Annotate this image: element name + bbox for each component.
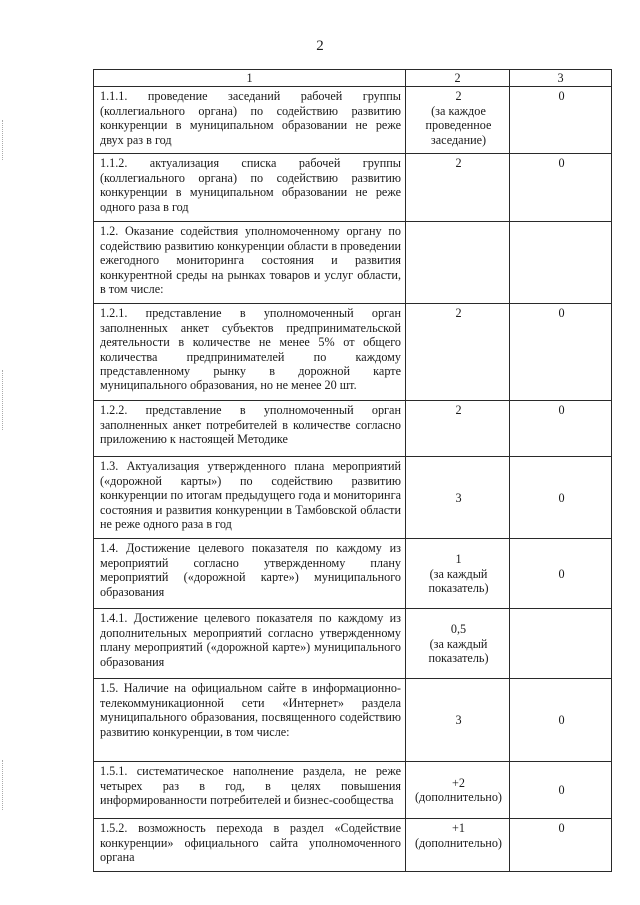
max-score-note: (дополнительно) <box>415 790 502 805</box>
table-row <box>94 457 612 539</box>
criterion-description: 1.2.1. представление в уполномоченный орган заполненных анкет субъектов предпринимательской деятельности в количестве не менее 5% от общего количества предпринимателей по каждому представленному рынку в дорожной карте муниципального образования, но не менее 20 шт. <box>94 304 406 401</box>
table-row <box>94 401 612 457</box>
max-score-value: 2 <box>455 89 462 104</box>
scan-margin-mark <box>2 370 6 430</box>
max-score-value: 2 <box>455 156 462 171</box>
actual-score-cell: 0 <box>510 819 612 872</box>
max-score-value: 3 <box>455 713 462 728</box>
max-score-cell <box>406 457 510 539</box>
actual-score-cell <box>510 609 612 679</box>
criterion-description: 1.1.1. проведение заседаний рабочей группы (коллегиального органа) по содействию развитию конкуренции в муниципальном образовании не реже двух раз в год <box>94 87 406 154</box>
table-row <box>94 679 612 762</box>
max-score-value: +1 <box>452 821 465 836</box>
criterion-description: 1.5.2. возможность перехода в раздел «Содействие конкуренции» официального сайта уполномоченного органа <box>94 819 406 872</box>
max-score-value: 3 <box>455 490 462 505</box>
max-score-value: +2 <box>452 776 465 790</box>
criterion-description: 1.5.1. систематическое наполнение раздела, не реже четырех раз в год, в целях повышения информированности потребителей и бизнес-сообщества <box>94 762 406 819</box>
max-score-cell <box>406 679 510 762</box>
max-score-note: (за каждое проведенное заседание) <box>425 103 492 147</box>
actual-score-cell: 0 <box>510 539 612 609</box>
table-row <box>94 609 612 679</box>
page-number: 2 <box>316 38 324 54</box>
max-score-value: 2 <box>455 403 462 418</box>
table-row <box>94 819 612 872</box>
criterion-description: 1.2. Оказание содействия уполномоченному органу по содействию развитию конкуренции области в проведении ежегодного мониторинга состояния и развития конкурентной среды на рынках товаров и услуг области, в том числе: <box>94 222 406 304</box>
actual-score-cell: 0 <box>510 401 612 457</box>
actual-score-cell: 0 <box>510 154 612 222</box>
actual-score-cell: 0 <box>510 87 612 154</box>
criterion-description: 1.1.2. актуализация списка рабочей группы (коллегиального органа) по содействию развитию конкуренции в муниципальном образовании не реже одного раза в год <box>94 154 406 222</box>
criterion-description: 1.2.2. представление в уполномоченный орган заполненных анкет потребителей в количестве согласно приложению к настоящей Методике <box>94 401 406 457</box>
criteria-table <box>93 69 612 872</box>
max-score-note: (дополнительно) <box>415 835 502 850</box>
max-score-cell <box>406 819 510 872</box>
max-score-cell <box>406 762 510 819</box>
table-header-row <box>94 70 612 87</box>
table-row <box>94 222 612 304</box>
max-score-note: (за каждый показатель) <box>428 566 489 596</box>
criterion-description: 1.3. Актуализация утвержденного плана мероприятий («дорожной карты») по содействию развитию конкуренции по итогам предыдущего года и мониторинга состояния и развития конкуренции в Тамбовской области не реже одного раза в год <box>94 457 406 539</box>
max-score-value: 1 <box>455 552 462 567</box>
max-score-value: 0,5 <box>450 622 467 637</box>
actual-score-cell: 0 <box>510 457 612 539</box>
criterion-description: 1.4. Достижение целевого показателя по каждому из мероприятий согласно утвержденному плану мероприятий («дорожной карте») муниципального образования <box>94 539 406 609</box>
actual-score-cell <box>510 222 612 304</box>
header-col-1: 1 <box>94 70 406 87</box>
max-score-cell <box>406 304 510 401</box>
actual-score-cell: 0 <box>510 304 612 401</box>
table-row <box>94 87 612 154</box>
max-score-cell <box>406 154 510 222</box>
table-row <box>94 762 612 819</box>
header-col-2: 2 <box>406 70 510 87</box>
max-score-cell <box>406 539 510 609</box>
header-col-3: 3 <box>510 70 612 87</box>
table-row <box>94 304 612 401</box>
table-row <box>94 539 612 609</box>
criterion-description: 1.5. Наличие на официальном сайте в информационно-телекоммуникационной сети «Интернет» раздела муниципального образования, посвященного содействию развитию конкуренции, в том числе: <box>94 679 406 762</box>
max-score-cell <box>406 87 510 154</box>
scan-margin-mark <box>2 760 6 810</box>
actual-score-cell: 0 <box>510 679 612 762</box>
scan-margin-mark <box>2 120 6 160</box>
max-score-cell <box>406 609 510 679</box>
criterion-description: 1.4.1. Достижение целевого показателя по каждому из дополнительных мероприятий согласно утвержденному плану мероприятий («дорожной карте») муниципального образования <box>94 609 406 679</box>
max-score-cell <box>406 401 510 457</box>
table-row <box>94 154 612 222</box>
max-score-cell <box>406 222 510 304</box>
actual-score-cell: 0 <box>510 762 612 819</box>
max-score-value: 2 <box>455 306 462 321</box>
max-score-note: (за каждый показатель) <box>428 636 489 666</box>
